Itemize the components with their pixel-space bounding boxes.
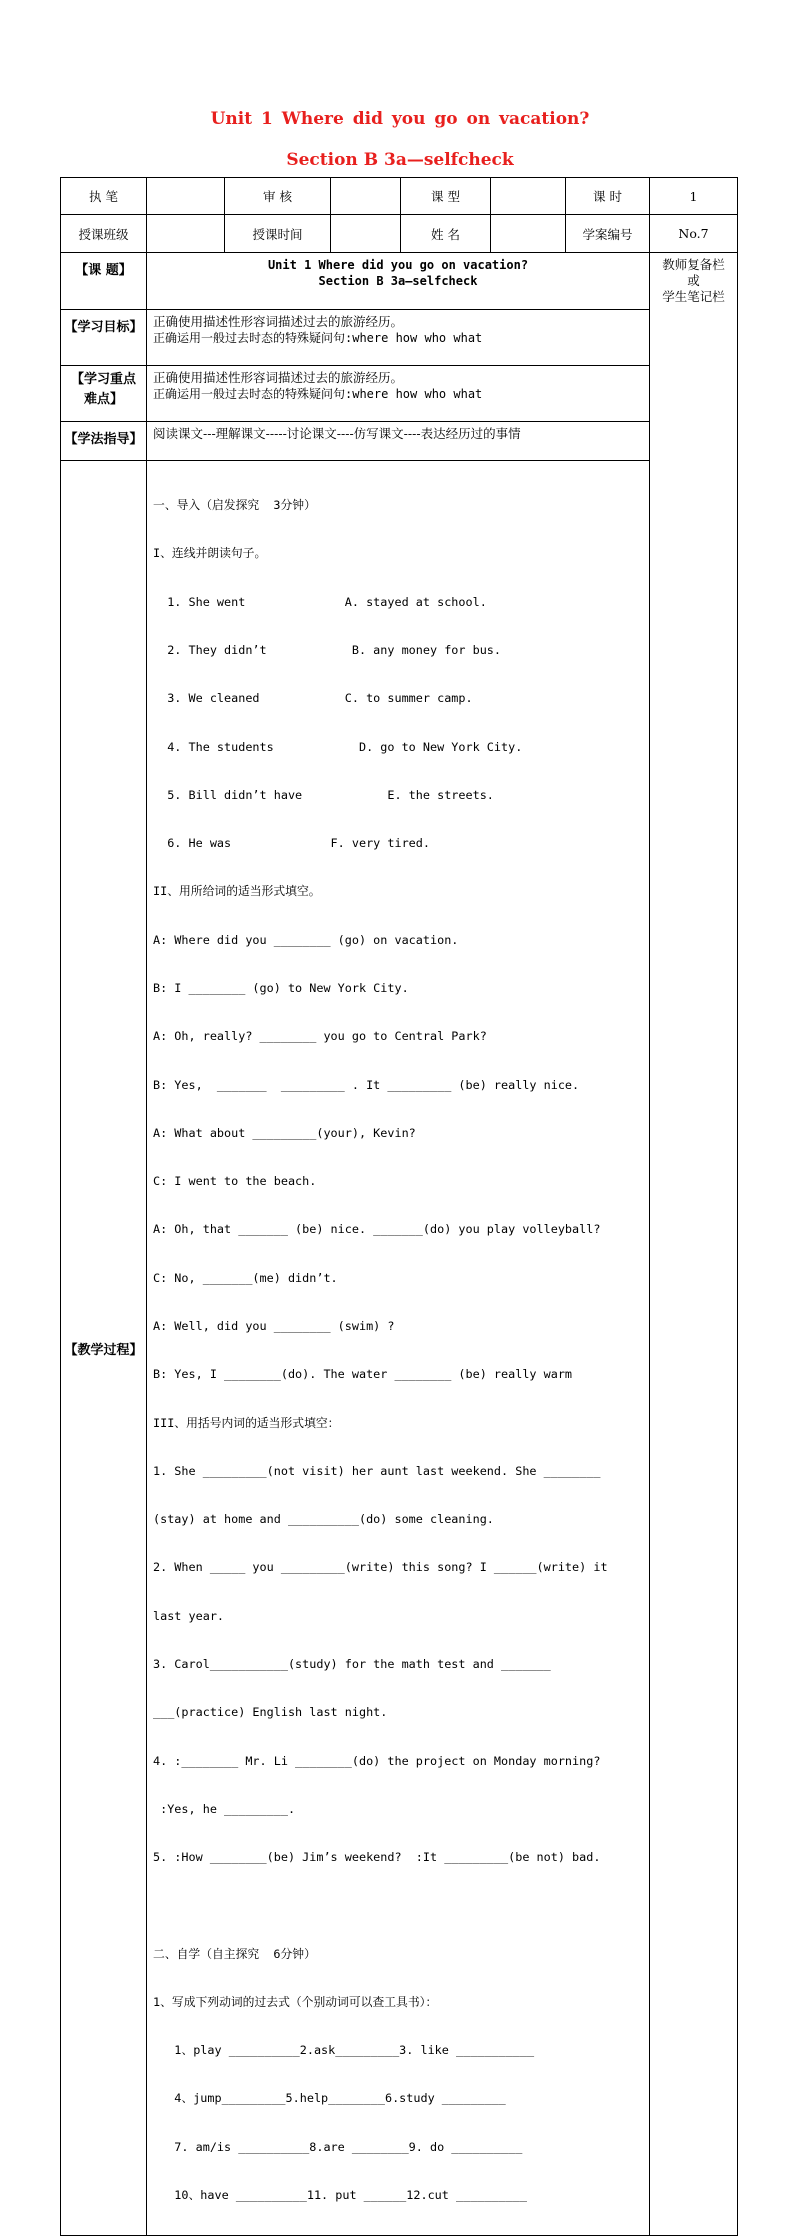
process-line: C: I went to the beach. (153, 1174, 317, 1189)
process-line: I、连线并朗读句子。 (153, 546, 267, 561)
method-content: 阅读课文---理解课文-----讨论课文----仿写课文----表达经历过的事情 (147, 422, 650, 461)
process-line: 2. They didn’t B. any money for bus. (153, 643, 502, 658)
page-subtitle: Section B 3a—selfcheck (286, 150, 514, 170)
process-label: 【教学过程】 (61, 461, 147, 2236)
goals-label: 【学习目标】 (61, 310, 147, 366)
process-line: B: I ________ (go) to New York City. (153, 981, 409, 995)
header-cell (491, 178, 566, 215)
process-line: A: What about _________(your), Kevin? (153, 1125, 416, 1140)
process-content (147, 461, 650, 2236)
process-line: A: Oh, that _______ (be) nice. _______(do) you play volleyball? (153, 1222, 601, 1237)
header-cell: 姓 名 (401, 215, 491, 253)
process-line: 7. am/is __________8.are ________9. do __________ (153, 2139, 523, 2154)
process-line: 4. :________ Mr. Li ________(do) the project on Monday morning? (153, 1753, 601, 1768)
header-cell (331, 215, 401, 253)
header-cell (147, 215, 225, 253)
process-row (61, 461, 738, 2236)
header-row-1 (61, 178, 738, 215)
header-cell: 1 (650, 178, 738, 215)
process-line: C: No, _______(me) didn’t. (153, 1270, 338, 1285)
method-row (61, 422, 738, 461)
key-points-content (147, 366, 650, 422)
topic-content (147, 253, 650, 310)
process-line: 10、have __________11. put ______12.cut __________ (153, 2188, 528, 2203)
topic-row (61, 253, 738, 310)
process-line: 二、自学（自主探究 6分钟） (153, 1946, 316, 1961)
process-line: 1. She went A. stayed at school. (153, 594, 487, 609)
process-line: III、用括号内词的适当形式填空： (153, 1415, 340, 1430)
header-cell: 授课班级 (61, 215, 147, 253)
process-line: 5. :How ________(be) Jim’s weekend? :It _________(be not) bad. (153, 1850, 601, 1865)
process-line: 4、jump_________5.help________6.study _________ (153, 2091, 506, 2106)
topic-label: 【课 题】 (61, 253, 147, 310)
process-line: B: Yes, I ________(do). The water ________ (be) really warm (153, 1367, 573, 1382)
header-cell (147, 178, 225, 215)
process-line: :Yes, he _________. (153, 1801, 296, 1816)
key-points-row (61, 366, 738, 422)
key-points-label-line-1: 【学习重点 (70, 372, 136, 387)
process-line: A: Oh, really? ________ you go to Central Park? (153, 1029, 487, 1044)
header-cell: 审 核 (225, 178, 331, 215)
process-line: 1、写成下列动词的过去式（个别动词可以查工具书）： (153, 1994, 438, 2009)
method-label: 【学法指导】 (61, 422, 147, 461)
process-line: A: Where did you ________ (go) on vacation. (153, 932, 459, 947)
goals-row (61, 310, 738, 366)
notes-line-1: 教师复备栏 (662, 257, 725, 272)
topic-line-2: Section B 3a—selfcheck (318, 274, 478, 288)
process-line: B: Yes, _______ _________ . It _________ (be) really nice. (153, 1077, 580, 1092)
goals-content (147, 310, 650, 366)
process-line: 1. She _________(not visit) her aunt last weekend. She ________ (153, 1463, 601, 1478)
key-points-line-2: 正确运用一般过去时态的特殊疑问句:where how who what (153, 387, 483, 401)
header-cell: 授课时间 (225, 215, 331, 253)
topic-line-1: Unit 1 Where did you go on vacation? (267, 258, 529, 272)
goals-line-1: 正确使用描述性形容词描述过去的旅游经历。 (153, 314, 404, 329)
process-line: 1、play __________2.ask_________3. like ___________ (153, 2043, 535, 2058)
process-line: (stay) at home and __________(do) some cleaning. (153, 1512, 494, 1527)
process-line: A: Well, did you ________ (swim) ? (153, 1318, 395, 1333)
process-line: 4. The students D. go to New York City. (153, 739, 523, 754)
header-cell: 学案编号 (566, 215, 650, 253)
lesson-plan-table (60, 177, 738, 2236)
process-line: 一、导入（启发探究 3分钟） (153, 498, 316, 513)
header-cell (491, 215, 566, 253)
process-line (153, 1897, 643, 1913)
header-cell (331, 178, 401, 215)
page-title: Unit 1 Where did you go on vacation? (210, 109, 590, 129)
process-line: 2. When _____ you _________(write) this song? I ______(write) it (153, 1560, 608, 1575)
process-line: ___(practice) English last night. (153, 1705, 388, 1720)
key-points-label (61, 366, 147, 422)
key-points-line-1: 正确使用描述性形容词描述过去的旅游经历。 (153, 370, 404, 385)
notes-line-3: 学生笔记栏 (662, 289, 725, 304)
header-cell: 执 笔 (61, 178, 147, 215)
key-points-label-line-2: 难点】 (83, 392, 123, 407)
notes-line-2: 或 (687, 273, 700, 288)
process-line: 3. Carol___________(study) for the math test and _______ (153, 1656, 551, 1671)
process-line: 5. Bill didn’t have E. the streets. (153, 787, 494, 802)
header-cell: No.7 (650, 215, 738, 253)
header-cell: 课 时 (566, 178, 650, 215)
goals-line-2: 正确运用一般过去时态的特殊疑问句:where how who what (153, 331, 483, 345)
process-line: last year. (153, 1608, 225, 1623)
process-line: 3. We cleaned C. to summer camp. (153, 691, 473, 706)
process-line: II、用所给词的适当形式填空。 (153, 884, 321, 899)
process-line: 6. He was F. very tired. (153, 836, 430, 851)
header-row-2 (61, 215, 738, 253)
notes-column (650, 253, 738, 2236)
header-cell: 课 型 (401, 178, 491, 215)
